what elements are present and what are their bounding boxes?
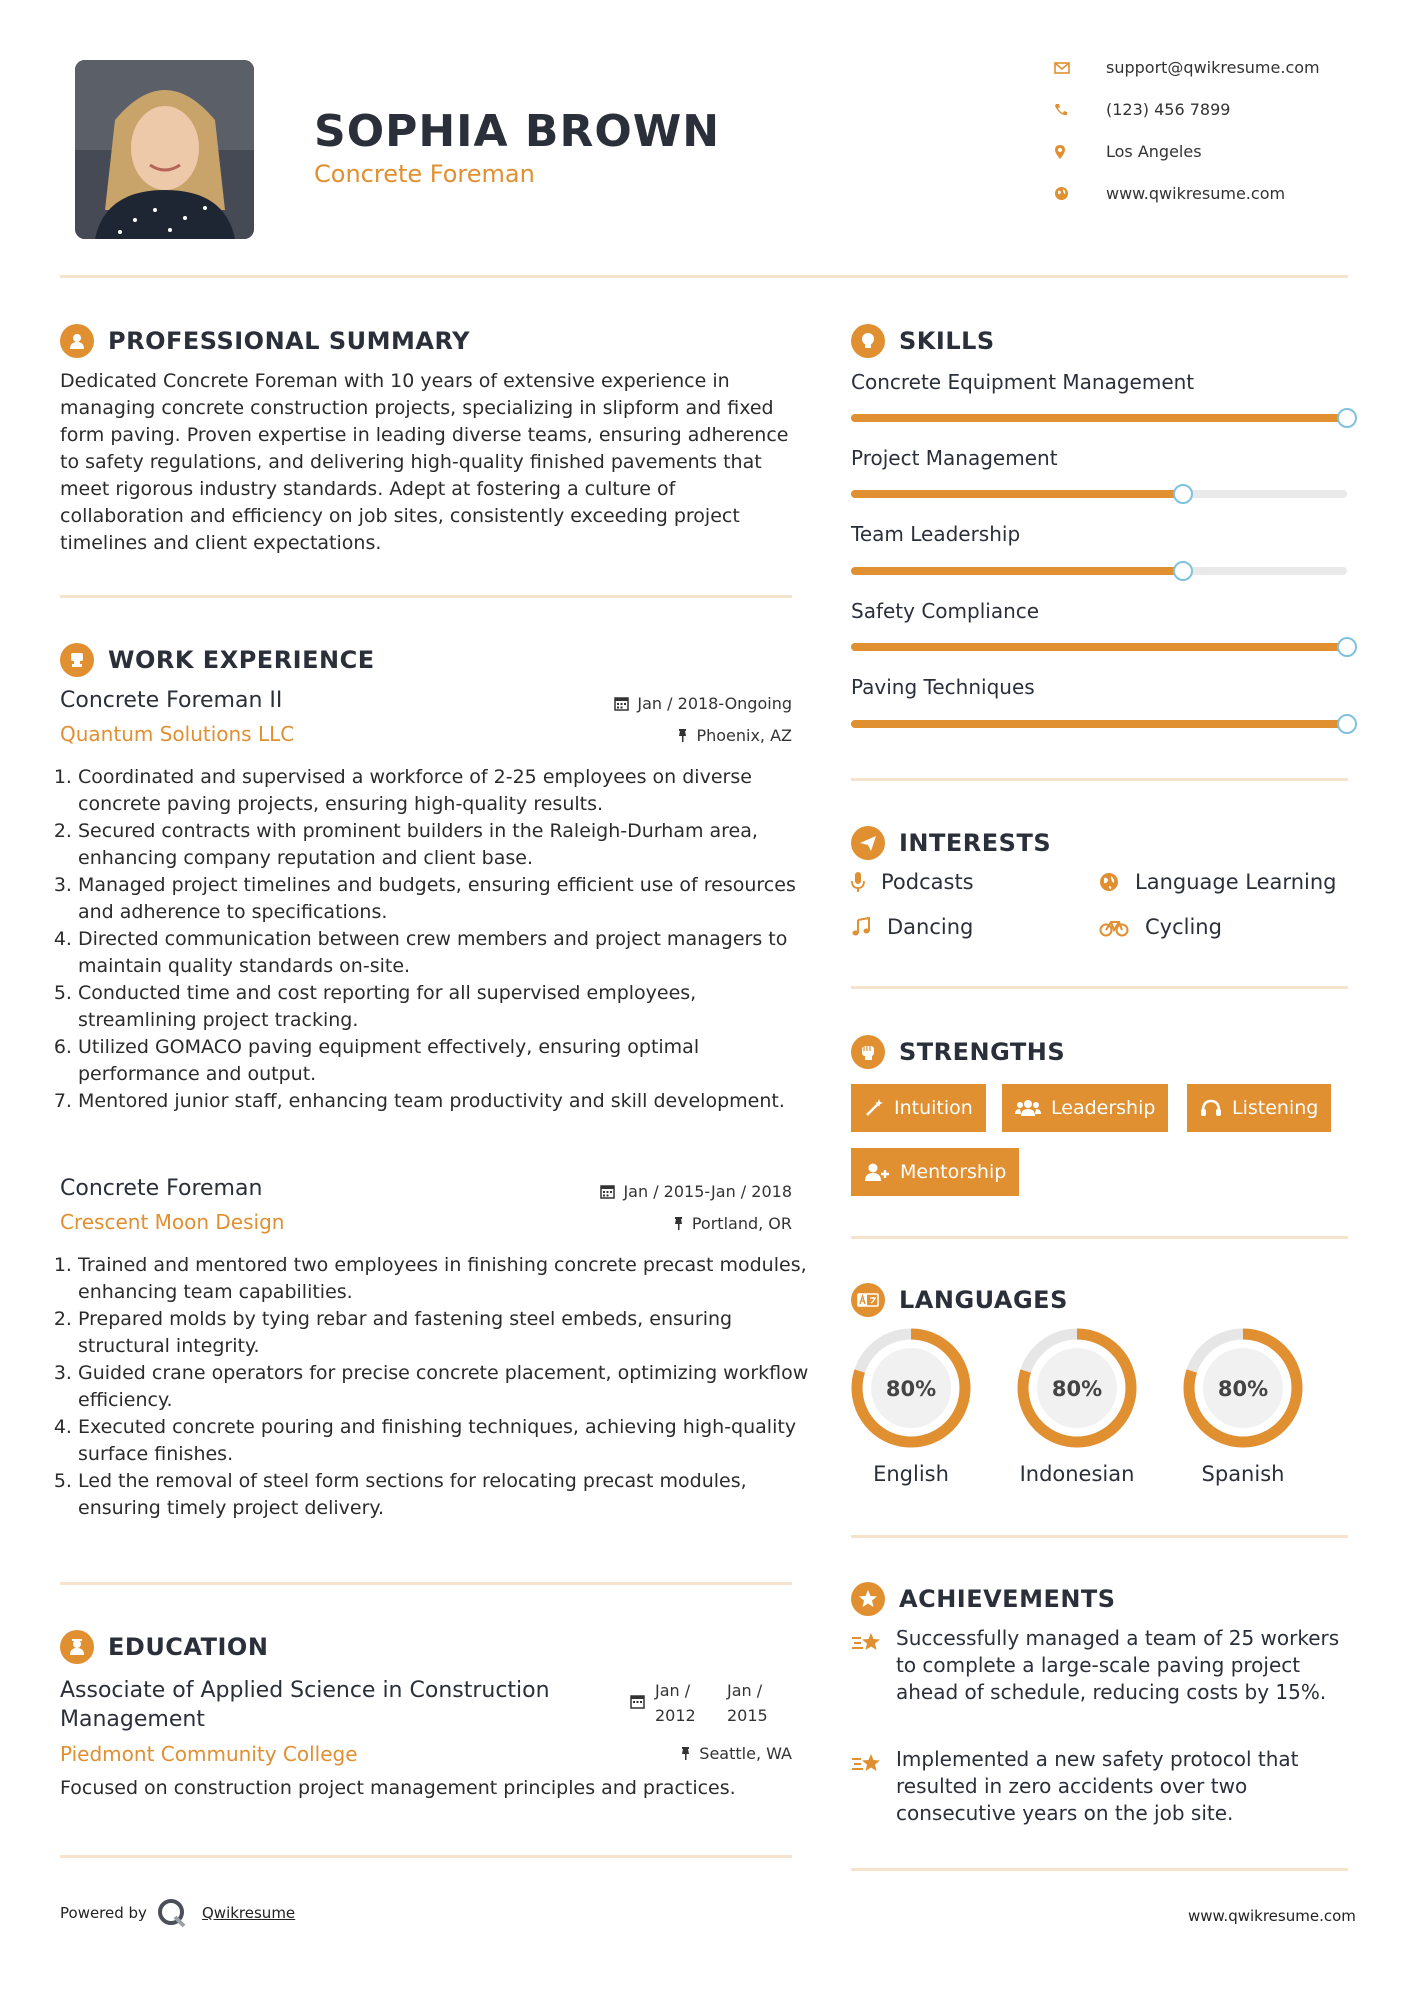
interest-label: Language Learning bbox=[1135, 870, 1337, 894]
briefcase-icon bbox=[60, 643, 94, 677]
education-date-end: Jan / 2015 bbox=[727, 1681, 768, 1725]
degree-title: Associate of Applied Science in Construction Management bbox=[60, 1678, 550, 1732]
contact-email-text: support@qwikresume.com bbox=[1106, 58, 1320, 77]
job-dates-text: Jan / 2015-Jan / 2018 bbox=[623, 1182, 792, 1201]
skills-heading-text: SKILLS bbox=[899, 327, 995, 355]
language-name: English bbox=[873, 1462, 949, 1486]
skill-name: Concrete Equipment Management bbox=[851, 370, 1195, 394]
job-location bbox=[540, 1214, 792, 1233]
footer-powered-by: Powered by bbox=[60, 1904, 147, 1922]
strength-chip bbox=[851, 1084, 986, 1132]
calendar-icon bbox=[600, 1184, 615, 1199]
experience-heading-text: WORK EXPERIENCE bbox=[108, 646, 375, 674]
job-company: Quantum Solutions LLC bbox=[60, 722, 295, 746]
education-divider bbox=[60, 1855, 792, 1858]
interest-item bbox=[851, 915, 973, 939]
list-item: 2. Prepared molds by tying rebar and fastening steel embeds, ensuring structural integrity. bbox=[78, 1306, 812, 1360]
footer-website[interactable]: www.qwikresume.com bbox=[1188, 1907, 1356, 1925]
skill-bar-knob bbox=[1337, 637, 1357, 657]
skill-name: Project Management bbox=[851, 446, 1058, 470]
language-ring bbox=[849, 1326, 973, 1450]
experience-heading bbox=[60, 643, 375, 677]
strength-chip bbox=[851, 1148, 1019, 1196]
profile-photo bbox=[75, 60, 254, 239]
strength-label: Listening bbox=[1232, 1097, 1319, 1119]
summary-heading-text: PROFESSIONAL SUMMARY bbox=[108, 327, 471, 355]
shooting-star-icon bbox=[851, 1630, 885, 1660]
job-title: Concrete Foreman II bbox=[60, 688, 283, 713]
fist-icon bbox=[851, 1035, 885, 1069]
microphone-icon bbox=[851, 871, 865, 893]
map-pin-icon bbox=[1054, 144, 1080, 160]
pushpin-icon bbox=[680, 1746, 691, 1761]
star-badge-icon bbox=[851, 1582, 885, 1616]
education-dates bbox=[630, 1678, 792, 1728]
skill-bar-knob bbox=[1337, 714, 1357, 734]
pushpin-icon bbox=[677, 728, 688, 743]
job-dates bbox=[540, 694, 792, 713]
skill-name: Team Leadership bbox=[851, 522, 1021, 546]
calendar-icon bbox=[614, 696, 629, 711]
candidate-title: Concrete Foreman bbox=[314, 160, 535, 188]
job-dates bbox=[520, 1182, 792, 1201]
skill-bar-fill bbox=[851, 720, 1347, 728]
skills-heading bbox=[851, 324, 995, 358]
globe-icon bbox=[1054, 186, 1080, 201]
languages-divider bbox=[851, 1535, 1348, 1538]
job-bullets bbox=[60, 764, 812, 1115]
footer-brand-link[interactable]: Qwikresume bbox=[202, 1904, 296, 1922]
strengths-heading bbox=[851, 1035, 1065, 1069]
music-note-icon bbox=[851, 917, 871, 937]
language-ring bbox=[1181, 1326, 1305, 1450]
strength-chip bbox=[1187, 1084, 1331, 1132]
job-bullets bbox=[60, 1252, 812, 1522]
interests-heading bbox=[851, 826, 1051, 860]
skill-bar-fill bbox=[851, 490, 1183, 498]
interest-item bbox=[1099, 870, 1336, 894]
language-name: Indonesian bbox=[1019, 1462, 1135, 1486]
education-location-text: Seattle, WA bbox=[699, 1744, 792, 1763]
contact-location-text: Los Angeles bbox=[1106, 142, 1202, 161]
strengths-heading-text: STRENGTHS bbox=[899, 1038, 1066, 1066]
achievements-heading-text: ACHIEVEMENTS bbox=[899, 1585, 1116, 1613]
paper-plane-icon bbox=[851, 826, 885, 860]
qwikresume-logo-icon bbox=[157, 1898, 189, 1932]
users-icon bbox=[1015, 1098, 1041, 1118]
skill-bar bbox=[851, 720, 1347, 728]
skill-bar bbox=[851, 490, 1347, 498]
interest-item bbox=[1099, 915, 1222, 939]
language-icon bbox=[851, 1283, 885, 1317]
summary-heading bbox=[60, 324, 470, 358]
language-name: Spanish bbox=[1201, 1462, 1285, 1486]
pushpin-icon bbox=[673, 1216, 684, 1231]
list-item: 1. Coordinated and supervised a workforce of 2-25 employees on diverse concrete paving projects, ensuring high-quality results. bbox=[78, 764, 812, 818]
education-location bbox=[540, 1744, 792, 1763]
envelope-icon bbox=[1054, 62, 1080, 74]
contact-email[interactable] bbox=[1054, 58, 1320, 77]
magic-wand-icon bbox=[864, 1098, 884, 1118]
language-percent: 80% bbox=[885, 1377, 937, 1401]
list-item: 2. Secured contracts with prominent builders in the Raleigh-Durham area, enhancing company reputation and client base. bbox=[78, 818, 812, 872]
experience-divider bbox=[60, 1582, 792, 1585]
user-plus-icon bbox=[864, 1162, 890, 1182]
strength-label: Intuition bbox=[894, 1097, 973, 1119]
list-item: 3. Managed project timelines and budgets, ensuring efficient use of resources and adherence to specifications. bbox=[78, 872, 812, 926]
calendar-icon bbox=[630, 1694, 645, 1709]
strength-label: Mentorship bbox=[900, 1161, 1007, 1183]
bicycle-icon bbox=[1099, 917, 1129, 937]
education-heading bbox=[60, 1630, 268, 1664]
achievements-divider bbox=[851, 1868, 1348, 1871]
achievement-item: Implemented a new safety protocol that resulted in zero accidents over two consecutive years on the job site. bbox=[896, 1747, 1299, 1825]
shooting-star-icon bbox=[851, 1751, 885, 1781]
skill-bar bbox=[851, 567, 1347, 575]
list-item: 1. Trained and mentored two employees in finishing concrete precast modules, enhancing team capabilities. bbox=[78, 1252, 812, 1306]
graduate-icon bbox=[60, 1630, 94, 1664]
user-icon bbox=[60, 324, 94, 358]
skill-bar-fill bbox=[851, 567, 1183, 575]
achievement-item: Successfully managed a team of 25 workers to complete a large-scale paving project ahead of schedule, reducing costs by 15%. bbox=[896, 1626, 1340, 1704]
list-item: 6. Utilized GOMACO paving equipment effectively, ensuring optimal performance and output. bbox=[78, 1034, 812, 1088]
skill-bar-knob bbox=[1173, 484, 1193, 504]
summary-divider bbox=[60, 595, 792, 598]
education-heading-text: EDUCATION bbox=[108, 1633, 269, 1661]
interest-label: Podcasts bbox=[881, 870, 974, 894]
interests-divider bbox=[851, 986, 1348, 989]
skill-bar-knob bbox=[1173, 561, 1193, 581]
job-company: Crescent Moon Design bbox=[60, 1210, 285, 1234]
skill-bar-fill bbox=[851, 414, 1347, 422]
job-title: Concrete Foreman bbox=[60, 1176, 263, 1201]
language-ring bbox=[1015, 1326, 1139, 1450]
job-location bbox=[540, 726, 792, 745]
education-description: Focused on construction project management principles and practices. bbox=[60, 1777, 736, 1799]
list-item: 5. Led the removal of steel form sections for relocating precast modules, ensuring timely project delivery. bbox=[78, 1468, 812, 1522]
contact-website[interactable] bbox=[1054, 184, 1285, 203]
skill-bar-knob bbox=[1337, 408, 1357, 428]
strengths-divider bbox=[851, 1236, 1348, 1239]
language-percent: 80% bbox=[1051, 1377, 1103, 1401]
contact-location bbox=[1054, 142, 1202, 161]
contact-website-text: www.qwikresume.com bbox=[1106, 184, 1286, 203]
summary-text: Dedicated Concrete Foreman with 10 years of extensive experience in managing concrete construction projects, specializing in slipform and fixed form paving. Proven expertise in leading diverse teams, ensuring adherence to safety regulations, and delivering high-quality finished pavements that meet rigorous industry standards. Adept at fostering a culture of collaboration and efficiency on job sites, consistently exceeding project timelines and client expectations. bbox=[60, 370, 789, 554]
interest-label: Dancing bbox=[887, 915, 974, 939]
languages-heading-text: LANGUAGES bbox=[899, 1286, 1068, 1314]
skill-bar bbox=[851, 643, 1347, 651]
list-item: 3. Guided crane operators for precise concrete placement, optimizing workflow efficiency. bbox=[78, 1360, 812, 1414]
phone-icon bbox=[1054, 103, 1080, 117]
contact-phone-text: (123) 456 7899 bbox=[1106, 100, 1231, 119]
list-item: 5. Conducted time and cost reporting for all supervised employees, streamlining project tracking. bbox=[78, 980, 812, 1034]
job-location-text: Phoenix, AZ bbox=[696, 726, 792, 745]
achievements-heading bbox=[851, 1582, 1116, 1616]
strength-label: Leadership bbox=[1051, 1097, 1156, 1119]
interest-label: Cycling bbox=[1145, 915, 1222, 939]
globe-icon bbox=[1099, 872, 1119, 892]
list-item: 7. Mentored junior staff, enhancing team productivity and skill development. bbox=[78, 1088, 812, 1115]
interests-heading-text: INTERESTS bbox=[899, 829, 1052, 857]
list-item: 4. Directed communication between crew members and project managers to maintain quality standards on-site. bbox=[78, 926, 812, 980]
job-dates-text: Jan / 2018-Ongoing bbox=[637, 694, 792, 713]
languages-heading bbox=[851, 1283, 1068, 1317]
strength-chip bbox=[1002, 1084, 1168, 1132]
skills-divider bbox=[851, 778, 1348, 781]
school-name: Piedmont Community College bbox=[60, 1742, 358, 1766]
skill-name: Paving Techniques bbox=[851, 675, 1035, 699]
language-percent: 80% bbox=[1217, 1377, 1269, 1401]
list-item: 4. Executed concrete pouring and finishing techniques, achieving high-quality surface finishes. bbox=[78, 1414, 812, 1468]
headphones-icon bbox=[1200, 1098, 1222, 1118]
job-location-text: Portland, OR bbox=[691, 1214, 792, 1233]
skill-name: Safety Compliance bbox=[851, 599, 1040, 623]
lightbulb-icon bbox=[851, 324, 885, 358]
education-date-start: Jan / 2012 bbox=[655, 1681, 696, 1725]
skill-bar bbox=[851, 414, 1347, 422]
header-divider bbox=[60, 275, 1348, 278]
candidate-name: SOPHIA BROWN bbox=[314, 106, 721, 157]
interest-item bbox=[851, 870, 974, 894]
skill-bar-fill bbox=[851, 643, 1347, 651]
contact-phone[interactable] bbox=[1054, 100, 1230, 119]
